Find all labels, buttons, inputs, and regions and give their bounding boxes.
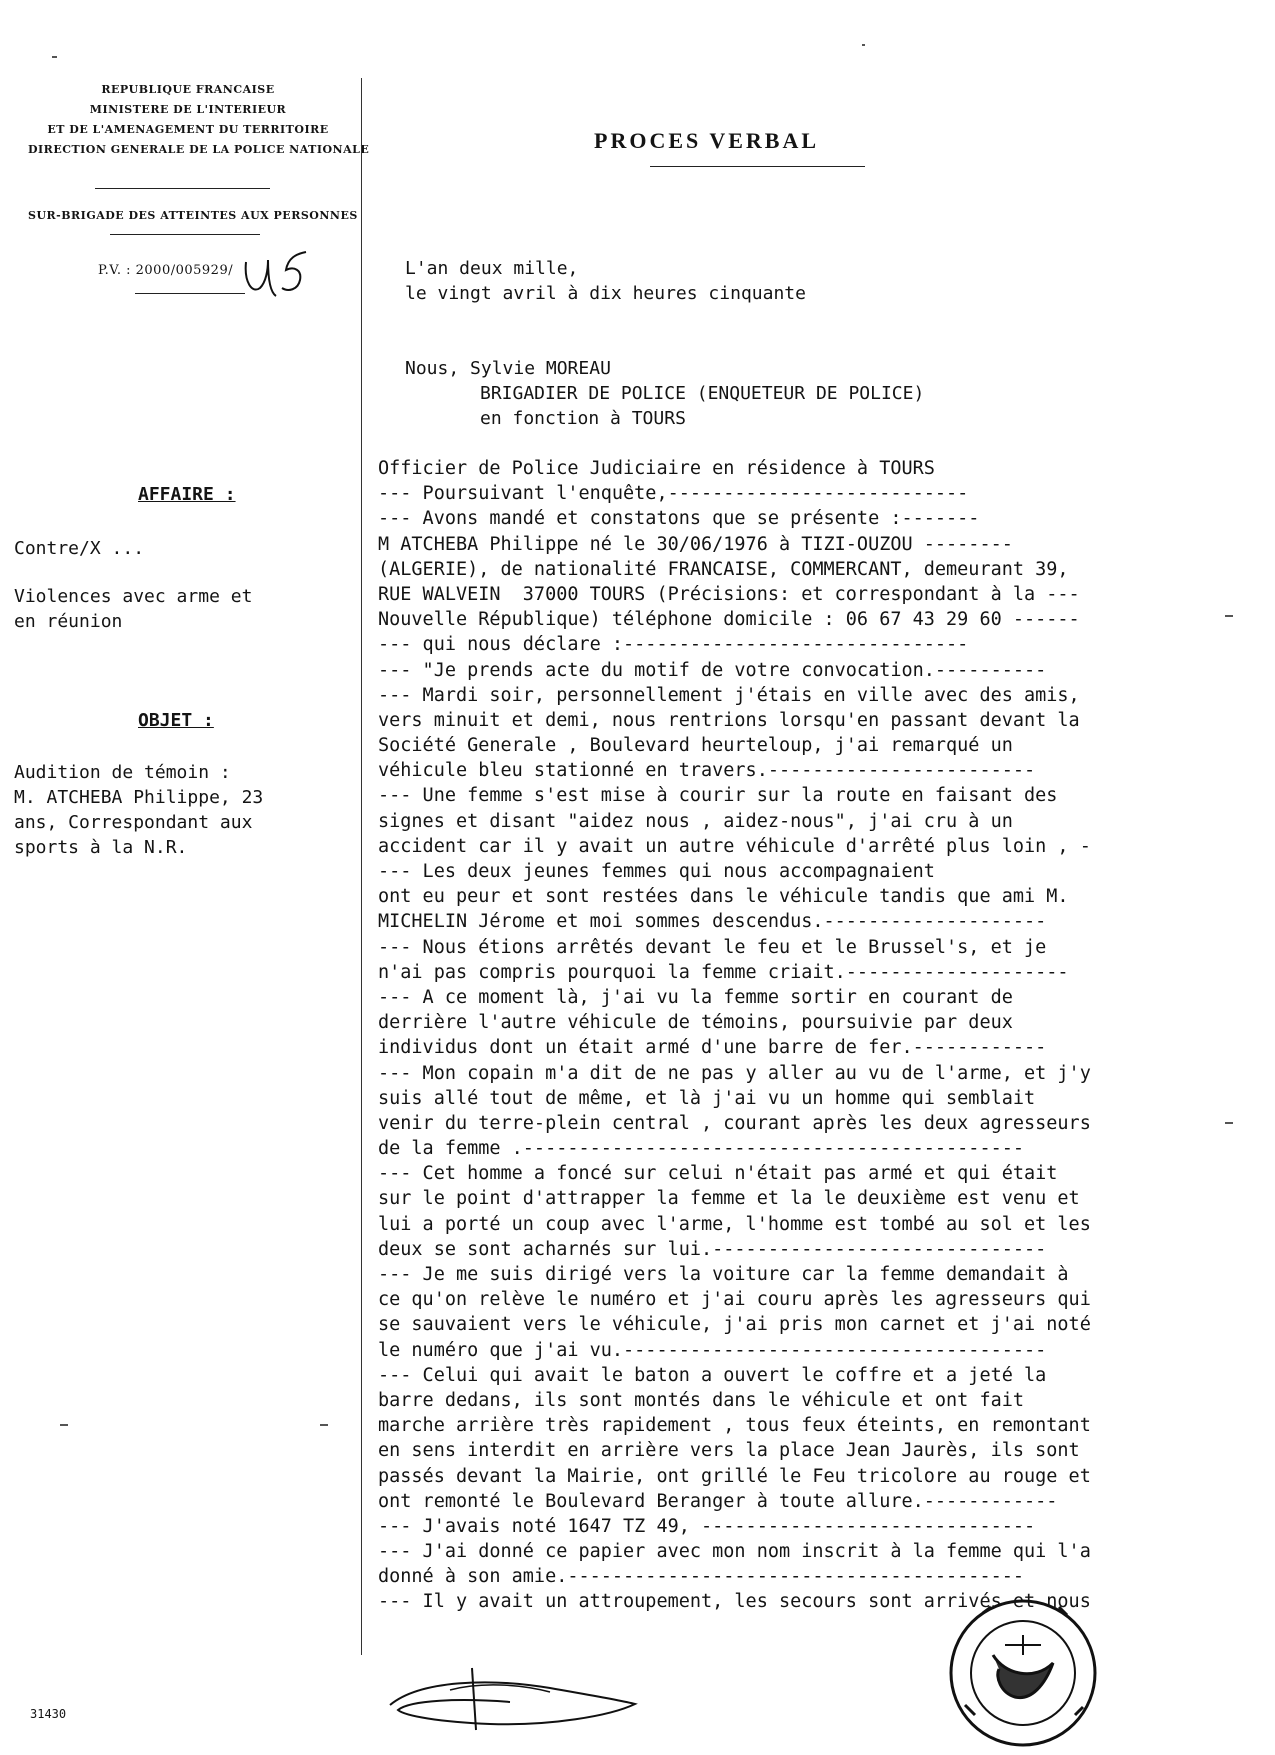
header-line: DIRECTION GENERALE DE LA POLICE NATIONALE [28,143,370,156]
body-line: de la femme .--------------------------------------------- [378,1138,1025,1160]
body-line: deux se sont acharnés sur lui.------------------------------ [378,1238,1047,1260]
body-line: marche arrière très rapidement , tous feux éteints, en remontant [378,1415,1091,1437]
body-line: --- Mardi soir, personnellement j'étais en ville avec des amis, [378,684,1080,706]
form-code: 31430 [30,1707,67,1721]
signature [380,1660,660,1740]
scan-mark [862,44,865,46]
title-underline [650,166,865,167]
body-line: derrière l'autre véhicule de témoins, poursuivie par deux [378,1012,1013,1034]
statement-body [378,456,1183,1615]
body-line: --- Nous étions arrêtés devant le feu et le Brussel's, et je [378,936,1047,958]
body-line: --- Poursuivant l'enquête,--------------------------- [378,483,969,505]
body-line: accident car il y avait un autre véhicule d'arrêté plus loin , - [378,835,1091,857]
scan-mark [1225,1122,1233,1124]
body-line: --- Mon copain m'a dit de ne pas y aller au vu de l'arme, et j'y [378,1062,1091,1084]
objet-line: sports à la N.R. [14,837,188,858]
body-line: --- Une femme s'est mise à courir sur la route en faisant des [378,785,1058,807]
officer-name: Nous, Sylvie MOREAU [405,358,611,379]
date-line-2: le vingt avril à dix heures cinquante [405,283,806,304]
objet-line: ans, Correspondant aux [14,812,253,833]
body-line: Société Generale , Boulevard heurteloup, j'ai remarqué un [378,735,1013,757]
body-line: --- Il y avait un attroupement, les secours sont arrivés et nous [378,1591,1091,1613]
body-line: --- J'avais noté 1647 TZ 49, ------------------------------ [378,1515,1036,1537]
body-line: --- J'ai donné ce papier avec mon nom inscrit à la femme qui l'a [378,1541,1091,1563]
objet-label: OBJET : [138,710,214,731]
body-line: --- A ce moment là, j'ai vu la femme sortir en courant de [378,986,1013,1008]
scan-mark [52,56,57,58]
body-line: ont eu peur et sont restées dans le véhicule tandis que ami M. [378,886,1069,908]
header-line: MINISTERE DE L'INTERIEUR [89,103,287,116]
body-line: --- Celui qui avait le baton a ouvert le coffre et a jeté la [378,1364,1047,1386]
officer-rank: BRIGADIER DE POLICE (ENQUETEUR DE POLICE) [480,383,925,404]
body-line: Officier de Police Judiciaire en résidence à TOURS [378,458,935,479]
objet-line: M. ATCHEBA Philippe, 23 [14,787,264,808]
scan-mark [60,1424,68,1426]
body-line: (ALGERIE), de nationalité FRANCAISE, COMMERCANT, demeurant 39, [378,558,1069,580]
body-line: M ATCHEBA Philippe né le 30/06/1976 à TIZI-OUZOU -------- [378,533,1013,555]
body-line: se sauvaient vers le véhicule, j'ai pris mon carnet et j'ai noté [378,1314,1091,1336]
body-line: véhicule bleu stationné en travers.------------------------ [378,760,1036,782]
body-line: --- "Je prends acte du motif de votre convocation.---------- [378,659,1047,681]
date-line-1: L'an deux mille, [405,258,579,279]
affaire-line: Violences avec arme et [14,586,253,607]
header-divider [95,188,270,189]
body-line: --- qui nous déclare :------------------------------- [378,634,969,656]
body-line: venir du terre-plein central , courant après les deux agresseurs [378,1112,1091,1134]
body-line: en sens interdit en arrière vers la place Jean Jaurès, ils sont [378,1440,1080,1462]
body-line: barre dedans, ils sont montés dans le véhicule et ont fait [378,1389,1025,1411]
header-line: REPUBLIQUE FRANCAISE [101,83,275,96]
unit-name: SUR-BRIGADE DES ATTEINTES AUX PERSONNES [28,209,358,222]
body-line: n'ai pas compris pourquoi la femme criait.-------------------- [378,961,1069,983]
body-line: vers minuit et demi, nous rentrions lorsqu'en passant devant la [378,709,1080,731]
body-line: --- Cet homme a foncé sur celui n'était pas armé et qui était [378,1163,1058,1185]
body-line: donné à son amie.----------------------------------------- [378,1566,1025,1588]
body-line: ont remonté le Boulevard Beranger à toute allure.------------ [378,1490,1058,1512]
body-line: passés devant la Mairie, ont grillé le Feu tricolore au rouge et [378,1465,1091,1487]
body-line: MICHELIN Jérome et moi sommes descendus.-------------------- [378,911,1047,933]
margin-line [361,78,362,1655]
handwritten-number [240,248,315,304]
body-line: suis allé tout de même, et là j'ai vu un homme qui semblait [378,1087,1036,1109]
body-line: ce qu'on relève le numéro et j'ai couru après les agresseurs qui [378,1289,1091,1311]
body-line: sur le point d'attrapper la femme et la le deuxième est venu et [378,1188,1080,1210]
body-line: --- Je me suis dirigé vers la voiture car la femme demandait à [378,1264,1069,1285]
ministry-header [28,80,370,160]
body-line: le numéro que j'ai vu.-------------------------------------- [378,1339,1047,1361]
body-line: --- Avons mandé et constatons que se présente :------- [378,508,980,530]
body-line: signes et disant "aidez nous , aidez-nous", j'ai cru à un [378,810,1013,832]
objet-line: Audition de témoin : [14,762,231,783]
document-title: PROCES VERBAL [594,128,820,153]
affaire-label: AFFAIRE : [138,484,236,505]
reference-underline [135,293,245,294]
body-line: Nouvelle République) téléphone domicile : 06 67 43 29 60 ------ [378,609,1080,631]
affaire-line: en réunion [14,611,123,632]
scan-mark [1225,615,1233,617]
affaire-line: Contre/X ... [14,538,145,559]
body-line: lui a porté un coup avec l'arme, l'homme est tombé au sol et les [378,1213,1091,1235]
body-line: RUE WALVEIN 37000 TOURS (Précisions: et correspondant à la --- [378,583,1080,605]
officer-posting: en fonction à TOURS [480,408,686,429]
body-line: --- Les deux jeunes femmes qui nous accompagnaient [378,861,935,882]
header-line: ET DE L'AMENAGEMENT DU TERRITOIRE [47,123,329,136]
unit-divider [110,234,260,235]
body-line: individus dont un était armé d'une barre de fer.------------ [378,1037,1047,1059]
police-stamp [935,1585,1110,1755]
scan-mark [320,1424,328,1426]
pv-reference: P.V. : 2000/005929/ [98,263,234,278]
